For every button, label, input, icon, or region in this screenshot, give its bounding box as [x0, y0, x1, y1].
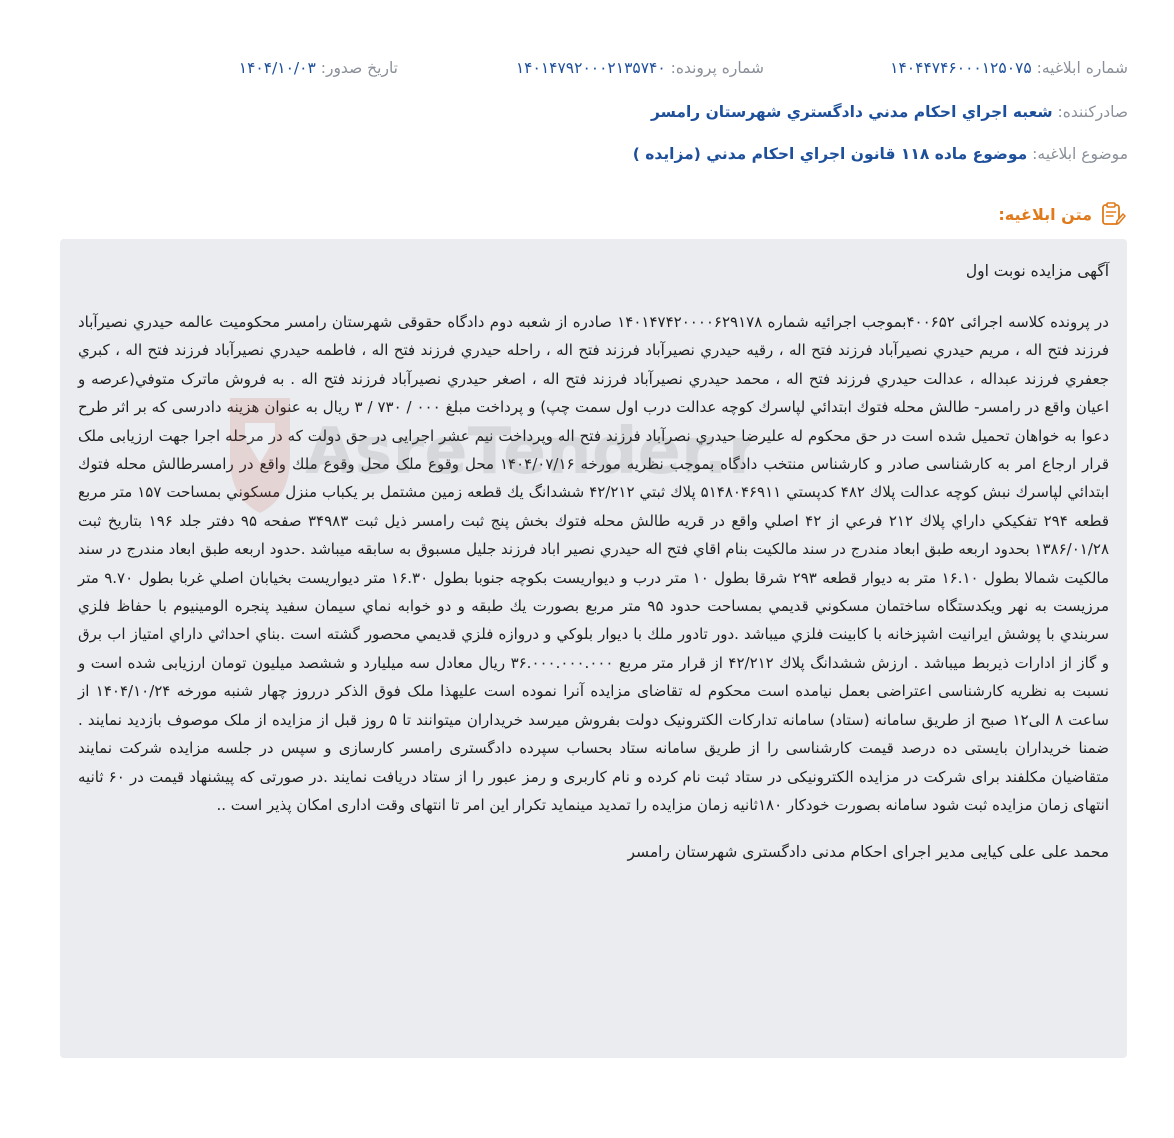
case-number-value: ۱۴۰۱۴۷۹۲۰۰۰۲۱۳۵۷۴۰ — [515, 59, 666, 77]
issuer-label: صادرکننده: — [1057, 103, 1128, 121]
notice-text-title: متن ابلاغیه: — [998, 204, 1092, 224]
subject-label: موضوع ابلاغیه: — [1032, 145, 1128, 163]
notice-number-label: شماره ابلاغیه: — [1036, 59, 1128, 77]
issuer-row — [60, 102, 1128, 122]
notice-text-header — [998, 201, 1126, 227]
issuer-value: شعبه اجراي احکام مدني دادگستري شهرستان رامسر — [650, 103, 1053, 121]
notice-signature: محمد علی علی کیایی مدیر اجرای احکام مدنی دادگستری شهرستان رامسر — [627, 843, 1109, 862]
notice-body-box — [60, 239, 1127, 1058]
issue-date — [239, 58, 398, 78]
notice-number-value: ۱۴۰۴۴۷۴۶۰۰۰۱۲۵۰۷۵ — [890, 59, 1032, 77]
document-icon — [1100, 201, 1126, 227]
subject-row — [60, 144, 1128, 164]
notice-number — [890, 58, 1128, 78]
notice-heading: آگهی مزایده نوبت اول — [965, 262, 1109, 280]
issue-date-value: ۱۴۰۴/۱۰/۰۳ — [238, 59, 316, 77]
case-number — [516, 58, 764, 78]
issue-date-label: تاریخ صدور: — [320, 59, 398, 77]
subject-value: موضوع ماده ۱۱۸ قانون اجراي احکام مدني (مزايده ) — [632, 145, 1028, 163]
case-number-label: شماره پرونده: — [670, 59, 764, 77]
notice-body: در پرونده کلاسه اجرائی ۴۰۰۶۵۲بموجب اجرائیه شماره ۱۴۰۱۴۷۴۲۰۰۰۰۶۲۹۱۷۸ صادره از شعبه دوم دادگاه حقوقی شهرستان رامسر محکومیت عالمه حيدري نصيرآباد فرزند فتح اله ، مريم حيدري نصيرآباد فرزند فتح اله ، رقيه حيدري نصيرآباد فرزند فتح اله ، راحله حيدري فرزند فتح اله ، فاطمه حيدري نصيرآباد فرزند فتح اله ، کبري جعفري فرزند عبداله ، عدالت حيدري فرزند فتح اله ، محمد حيدري نصيرآباد فرزند فتح اله ، اصغر حيدري نصيرآباد فرزند فتح اله . به فروش ماترک متوفي(عرصه و اعيان واقع در رامسر- طالش محله فتوك ابتدائي لپاسرك كوچه عدالت درب اول سمت چپ) و پرداخت مبلغ ۰۰۰ / ۷۳۰ / ۳ ریال به عنوان هزینه دادرسی که بر اثر طرح دعوا به خواهان تحمیل شده است در حق محکوم له عليرضا حيدري نصرآباد فرزند فتح اله وپرداخت نیم عشر اجرایی در حق دولت که در مرحله اجرا جهت ارزیابی ملک قرار ارجاع امر به کارشناسی صادر و کارشناس منتخب دادگاه بموجب نظریه مورخه ۱۴۰۴/۰۷/۱۶ محل وقوع ملک محل وقوع ملك واقع در رامسرطالش محله فتوك ابتدائي لپاسرك نبش كوچه عدالت پلاك ۴۸۲ كدپستي ۵۱۴۸۰۴۶۹۱۱ پلاك ثبتي ۴۲/۲۱۲ ششدانگ يك قطعه زمين مشتمل بر يكباب منزل مسكوني بمساحت ۱۵۷ متر مربع قطعه ۲۹۴ تفكيكي داراي پلاك ۲۱۲ فرعي از ۴۲ اصلي واقع در قريه طالش محله فتوك بخش پنج ثبت رامسر ذيل ثبت ۳۴۹۸۳ صفحه ۹۵ دفتر جلد ۱۹۶ بتاريخ ثبت ۱۳۸۶/۰۱/۲۸ بحدود اربعه طبق ابعاد مندرج در سند مالكيت بنام اقاي فتح اله حيدري نصير اباد فرزند جليل مسبوق به سابقه ميباشد .حدود اربعه طبق ابعاد مندرج در سند مالكيت شمالا بطول ۱۶.۱۰ متر به ديوار قطعه ۲۹۳ شرقا بطول ۱۰ متر درب و ديواريست بكوچه جنوبا بطول ۱۶.۳۰ متر ديواريست بخيابان اصلي غربا بطول ۹.۷۰ متر مرزيست به نهر ويكدستگاه ساختمان مسكوني قديمي بمساحت حدود ۹۵ متر مربع بصورت يك طبقه و دو خوابه نماي سيمان سفيد پنجره الومينيوم با حفاظ فلزي سربندي با پوشش ايرانيت اشپزخانه با كابينت فلزي ميباشد .دور تادور ملك با ديوار بلوكي و دروازه فلزي قديمي محصور گشته است .بناي احداثي داراي امتياز اب برق و گاز از ادارات ذيربط ميباشد . ارزش ششدانگ پلاك ۴۲/۲۱۲ از قرار متر مربع ۳۶.۰۰۰.۰۰۰.۰۰۰ ریال معادل سه میلیارد و ششصد میلیون تومان ارزیابی شده است و نسبت به نظریه کارشناسی اعتراضی بعمل نیامده است محکوم له تقاضای مزایده آنرا نموده است علیهذا ملک فوق الذکر درروز چهار شنبه مورخه ۱۴۰۴/۱۰/۲۴ از ساعت ۸ الی۱۲ صبح از طریق سامانه (ستاد) سامانه تدارکات الکترونیک دولت بفروش میرسد خریداران میتوانند تا ۵ روز قبل از مزایده از ملک موصوف بازدید نمایند . ضمنا خریداران بایستی ده درصد قیمت کارشناسی را از طریق سامانه ستاد بحساب سپرده دادگستری رامسر کارسازی و سپس در جلسه مزایده شرکت نمایند متقاضیان مکلفند برای شرکت در مزایده الکترونیکی در ستاد ثبت نام کرده و نام کاربری و رمز عبور را از ستاد دریافت نمایند .در صورتی که پیشنهاد قیمت در ۶۰ ثانیه انتهای زمان مزایده ثبت شود سامانه بصورت خودکار ۱۸۰ثانیه زمان مزایده را تمدید مینماید تکرار این امر تا انتهای وقت اداری امکان پذیر است .. — [78, 313, 1109, 814]
